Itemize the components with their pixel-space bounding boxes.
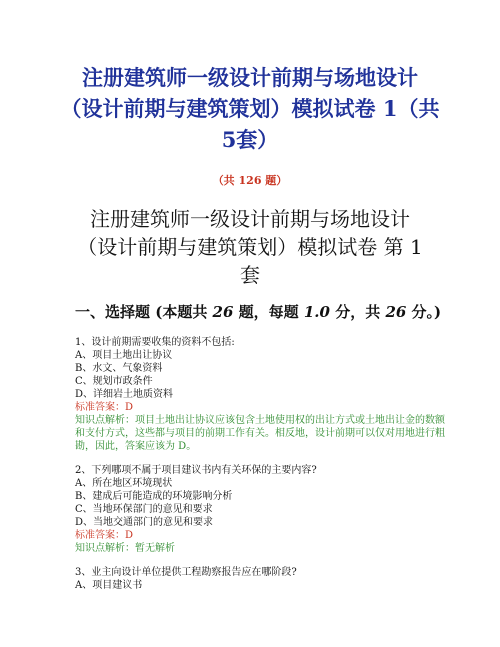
answer-analysis: 知识点解析：暂无解析	[75, 543, 175, 554]
option-b: B、水文、气象资料	[75, 363, 163, 374]
question-list	[75, 336, 445, 592]
main-title-line: 5套）	[221, 127, 279, 152]
points-per-question: 1.0	[303, 303, 330, 321]
question-text: 1、设计前期需要收集的资料不包括:	[75, 337, 235, 348]
main-title-line: （设计前期与建筑策划）模拟试卷 1（共	[60, 96, 440, 121]
main-title-line: 注册建筑师一级设计前期与场地设计	[82, 65, 418, 90]
question-text: 2、下列哪项不属于项目建议书内有关环保的主要内容?	[75, 465, 317, 476]
question-2	[75, 464, 445, 555]
sub-title-line: 注册建筑师一级设计前期与场地设计	[90, 207, 410, 231]
section-heading-mid2: 分，共	[329, 303, 386, 321]
total-question-count: （共 126 题）	[212, 174, 288, 187]
option-d: D、详细岩土地质资料	[75, 389, 174, 400]
sub-title-line: （设计前期与建筑策划）模拟试卷 第 1	[77, 235, 423, 259]
question-count: 26	[212, 303, 234, 321]
standard-answer: 标准答案：D	[75, 530, 134, 541]
standard-answer: 标准答案：D	[75, 402, 134, 413]
question-1	[75, 336, 445, 453]
option-c: C、规划市政条件	[75, 376, 153, 387]
option-d: D、当地交通部门的意见和要求	[75, 517, 214, 528]
total-points: 26	[385, 303, 407, 321]
sub-title-line: 套	[240, 263, 260, 287]
section-heading	[75, 302, 455, 322]
section-heading-prefix: 一、选择题 (本题共	[75, 303, 213, 321]
option-c: C、当地环保部门的意见和要求	[75, 504, 213, 515]
question-text: 3、业主向设计单位提供工程勘察报告应在哪阶段?	[75, 567, 297, 578]
section-heading-suffix: 分。)	[406, 303, 442, 321]
question-spacer	[75, 453, 445, 464]
option-a: A、项目土地出让协议	[75, 350, 173, 361]
question-3	[75, 566, 445, 592]
question-spacer	[75, 555, 445, 566]
sub-title	[55, 205, 445, 289]
section-heading-mid1: 题，每题	[233, 303, 304, 321]
option-b: B、建成后可能造成的环境影响分析	[75, 491, 233, 502]
option-a: A、项目建议书	[75, 580, 143, 591]
answer-analysis: 知识点解析：项目土地出让协议应该包含土地使用权的出让方式或土地出让金的数额和支付方式，这些都与项目的前期工作有关。相反地，设计前期可以仅对用地进行粗勘，因此，答案应该为 D。	[75, 415, 445, 452]
main-title	[60, 62, 440, 155]
option-a: A、所在地区环境现状	[75, 478, 173, 489]
